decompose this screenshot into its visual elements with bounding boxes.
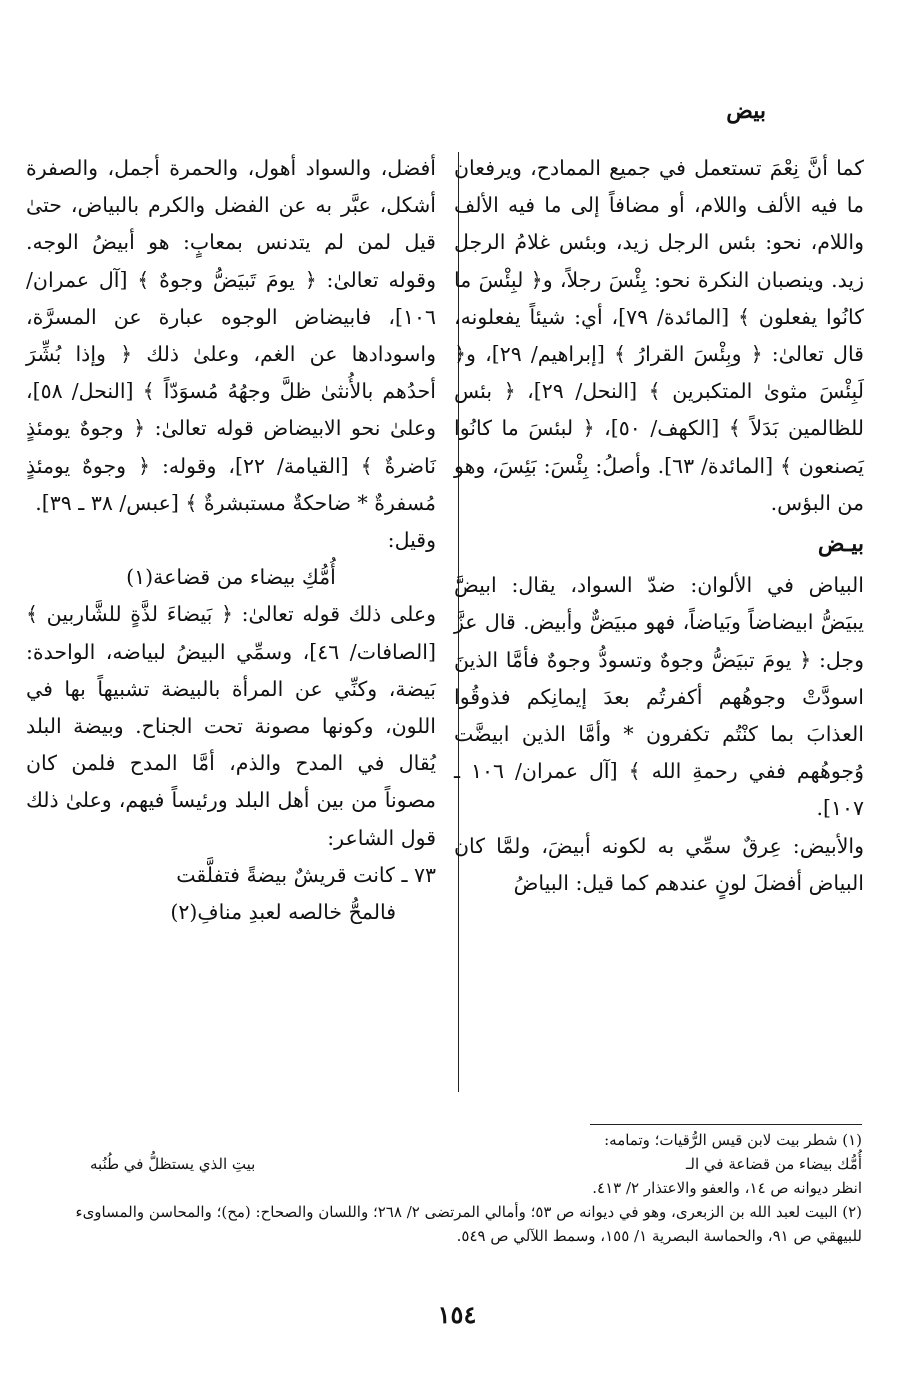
left-column xyxy=(26,150,436,931)
footnote-1-intro: (١) شطر بيت لابن قيس الرُّقيات؛ وتمامه: xyxy=(604,1131,862,1149)
paragraph-bayad: البياض في الألوان: ضدّ السواد، يقال: ابيضَّ يبيَضُّ ابيضاضاً وبَياضاً، فهو مبيَضٌّ وأبيض. قال عزَّ وجل: ﴿ يومَ تبيَضُّ وجوهٌ وتسودُّ وجوهٌ فأمَّا الذينَ اسودَّتْ وجوهُهم أكفرتُم بعدَ إيمانِكم فذوقُوا العذابَ بما كنْتُم تكفرون * وأمَّا الذين ابيضَّت وُجوهُهم ففي رحمةِ الله ﴾ [آل عمران/ ١٠٦ ـ ١٠٧]. xyxy=(454,573,864,821)
poem-line-1: ٧٣ ـ كانت قريشٌ بيضةً فتفلَّقت xyxy=(176,862,436,887)
right-column xyxy=(454,150,864,902)
page-number: ١٥٤ xyxy=(437,1300,477,1329)
footnote-2: (٢) البيت لعبد الله بن الزبعرى، وهو في ديوانه ص ٥٣؛ وأمالي المرتضى ٢/ ٢٦٨؛ واللسان والصحاح: (مح)؛ والمحاسن والمساوىء للبيهقي ص ٩١، والحماسة البصرية ١/ ١٥٥، وسمط اللآلي ص ٥٤٩. xyxy=(75,1203,862,1245)
footnotes xyxy=(50,1128,862,1248)
footnote-1-verse-second-half: بيتِ الذي يستظلُّ في طُنُبه xyxy=(90,1155,256,1173)
poem-line-2: فالمحُّ خالصه لعبدِ منافِ(٢) xyxy=(170,900,396,925)
paragraph-bi's: كما أنَّ نِعْمَ تستعمل في جميع الممادح، ويرفعان ما فيه الألف واللام، أو مضافاً إلى ما فيه الألف واللام، نحو: بئس الرجل زيد، وبئس غلامُ الرجل زيد. وينصبان النكرة نحو: بِئْسَ رجلاً، و﴿ لبِئْسَ ما كانُوا يفعلون ﴾ [المائدة/ ٧٩]، أي: شيئاً يفعلونه، قال تعالىٰ: ﴿ وبِئْسَ القرارُ ﴾ [إبراهيم/ ٢٩]، و﴿ لَبِئْسَ مثوىٰ المتكبرين ﴾ [النحل/ ٢٩]، ﴿ بئس للظالمين بَدَلاً ﴾ [الكهف/ ٥٠]، ﴿ لبئسَ ما كانُوا يَصنعون ﴾ [المائدة/ ٦٣]. وأصلُ: بِئْسَ: بَئِسَ، وهو من البؤس. xyxy=(454,156,865,515)
footnote-1-verse-first-half: أُمُّك بيضاء من قضاعة في الـ xyxy=(685,1155,862,1173)
qila-label: وقيل: xyxy=(387,528,436,553)
entry-heading-bayd: بيـض xyxy=(817,531,864,558)
footnote-1-verse xyxy=(50,1152,862,1176)
footnote-rule xyxy=(590,1124,862,1125)
paragraph-baydaa: وعلى ذلك قوله تعالىٰ: ﴿ بَيضاءَ لذَّةٍ للشَّاربين ﴾ [الصافات/ ٤٦]، وسمِّي البيضُ لبياضه، الواحدة: بَيضة، وكنِّي عن المرأة بالبيضة تشبيهاً بها في اللون، وكونها مصونة تحت الجناح. وبيضة البلد يُقال في المدح والذم، أمَّا المدح فلمن كان مصوناً من بين أهل البلد ورئيساً فيهم، وعلىٰ ذلك قول الشاعر: xyxy=(26,602,436,850)
footnote-1-source: انظر ديوانه ص ١٤، والعفو والاعتذار ٢/ ٤١٣. xyxy=(592,1179,862,1197)
paragraph-abyad: والأبيض: عِرقٌ سمِّي به لكونه أبيضَ، ولمَّا كان البياض أفضلَ لونٍ عندهم كما قيل: البياضُ xyxy=(454,833,864,895)
running-head: بيض xyxy=(726,98,766,124)
paragraph-afdal: أفضل، والسواد أهول، والحمرة أجمل، والصفرة أشكل، عبَّر به عن الفضل والكرم بالبياض، حتىٰ قيل لمن لم يتدنس بمعابٍ: هو أبيضُ الوجه. وقوله تعالىٰ: ﴿ يومَ تَبيَضُّ وجوهٌ ﴾ [آل عمران/ ١٠٦]، فابيضاض الوجوه عبارة عن المسرَّة، واسودادها عن الغم، وعلىٰ ذلك ﴿ وإذا بُشِّرَ أحدُهم بالأُنثىٰ ظلَّ وجهُهُ مُسوَدّاً ﴾ [النحل/ ٥٨]، وعلىٰ نحو الابيضاض قوله تعالىٰ: ﴿ وجوهٌ يومئذٍ نَاضرةٌ ﴾ [القيامة/ ٢٢]، وقوله: ﴿ وجوهٌ يومئذٍ مُسفرةٌ * ضاحكةٌ مستبشرةٌ ﴾ [عبس/ ٣٨ ـ ٣٩]. xyxy=(26,156,436,515)
quote-line: أُمُّكِ بيضاء من قضاعة(١) xyxy=(126,565,336,590)
